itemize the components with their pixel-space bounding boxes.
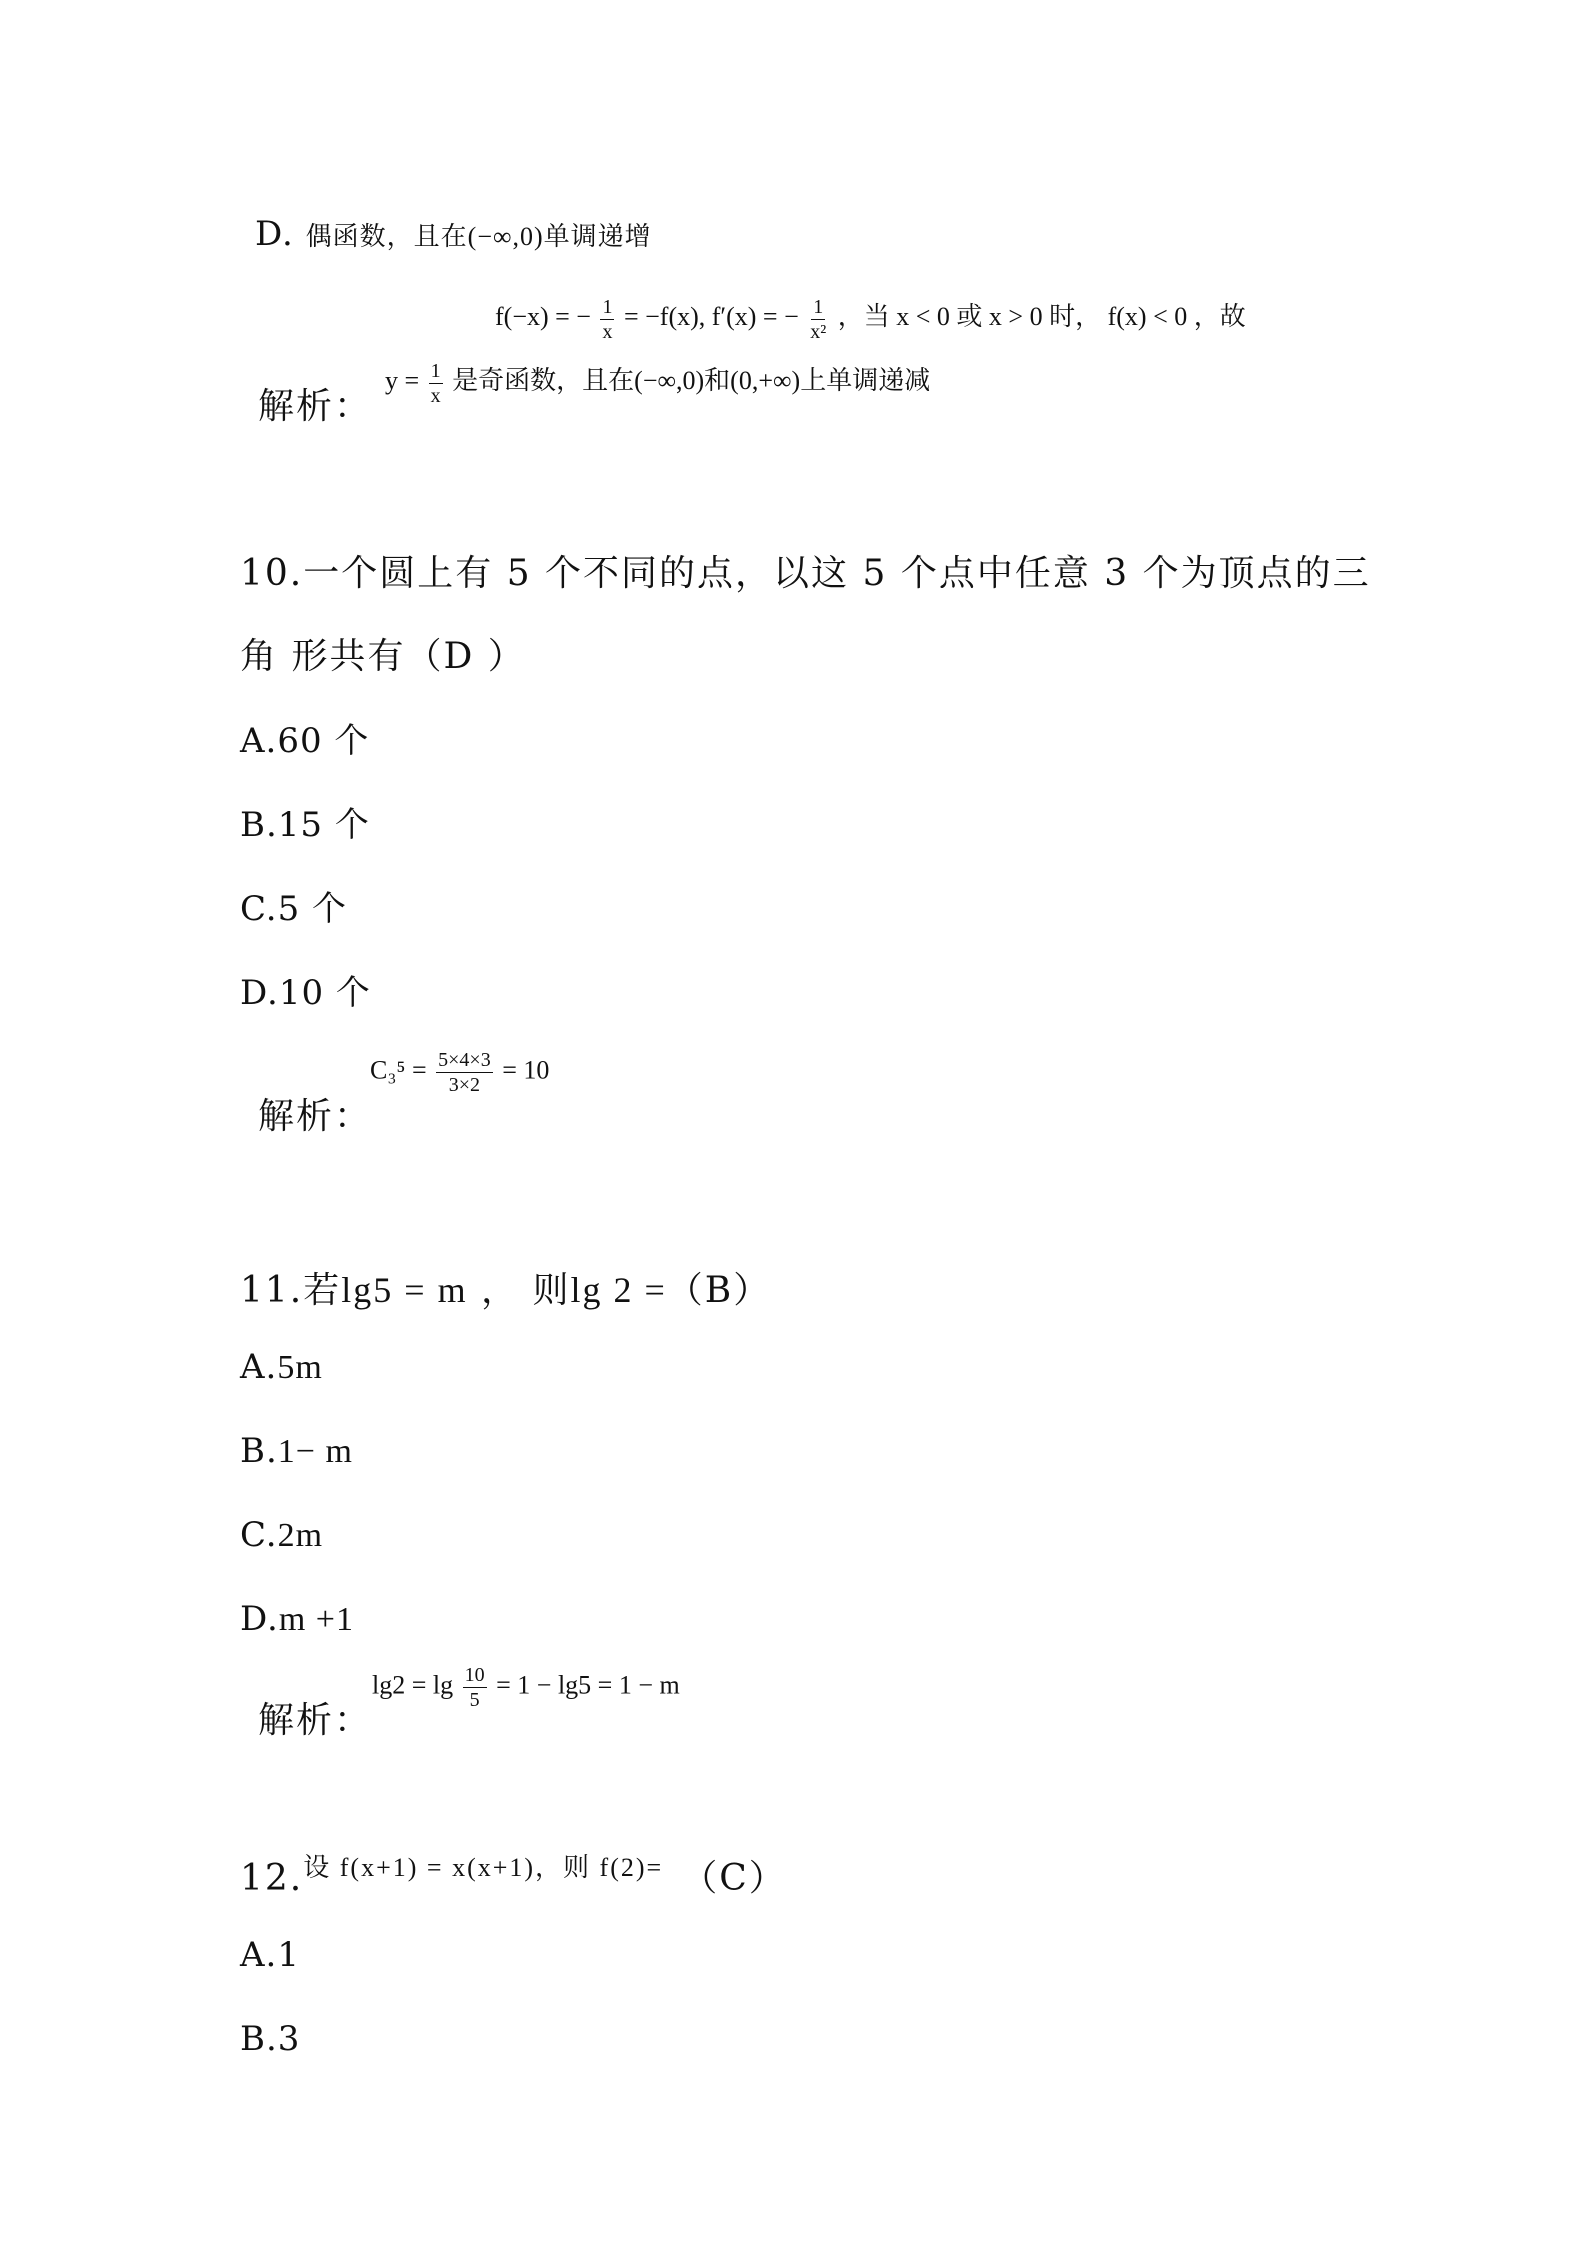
q10-option-b: B.15 个 xyxy=(240,805,370,845)
q11-option-c xyxy=(240,1515,323,1555)
q11-stem-b: lg5 = m xyxy=(341,1270,468,1310)
q9-eq2-part-a: y = xyxy=(385,366,420,395)
q11-analysis-label: 解析： xyxy=(258,1700,373,1741)
q11-stem-e: （B） xyxy=(666,1270,772,1311)
q10-frac-num: 5×4×3 xyxy=(438,1049,491,1071)
q12-option-b: B.3 xyxy=(240,2019,301,2059)
q9-eq-part-a: f(−x) = − xyxy=(495,302,591,331)
q11-stem-c: ， 则 xyxy=(467,1270,571,1311)
q9-frac-1 xyxy=(600,297,614,342)
q10-eq-part-b: = 10 xyxy=(502,1055,550,1085)
q10-eq-part-a: C₃⁵ = xyxy=(370,1055,427,1085)
q9-frac-2 xyxy=(808,297,828,342)
q9-frac-2-num: 1 xyxy=(813,295,824,318)
q12-option-a: A.1 xyxy=(240,1935,300,1975)
q9-eq2-frac-den: x xyxy=(430,384,441,407)
q9-frac-2-den: x² xyxy=(810,320,827,343)
q11-option-a xyxy=(240,1347,323,1387)
q11-eq-part-a: lg2 = lg xyxy=(372,1670,454,1700)
q9-eq2-part-b: 是奇函数，且在(−∞,0)和(0,+∞)上单调递减 xyxy=(452,366,931,395)
q11-option-c-value: 2m xyxy=(277,1517,324,1554)
q11-stem-d: lg 2 = xyxy=(570,1270,667,1310)
q11-frac-den: 5 xyxy=(469,1689,480,1711)
q9-eq2-frac xyxy=(429,361,443,406)
q9-eq2-frac-num: 1 xyxy=(430,359,441,382)
q11-option-d xyxy=(240,1599,354,1639)
q12-stem-math: 设 f(x+1) = x(x+1)，则 f(2)= xyxy=(303,1853,664,1882)
q12-stem-answer: （C） xyxy=(681,1858,787,1899)
q11-option-b xyxy=(240,1431,353,1471)
q10-option-a: A.60 个 xyxy=(240,721,370,761)
q11-frac-num: 10 xyxy=(464,1664,485,1686)
q10-frac xyxy=(436,1050,493,1095)
q11-option-b-value: 1− m xyxy=(277,1433,353,1470)
q11-option-c-letter: C. xyxy=(240,1515,278,1555)
q12-stem-num: 12. xyxy=(240,1858,304,1899)
q11-option-a-letter: A. xyxy=(240,1347,278,1387)
q9-frac-1-den: x xyxy=(602,320,613,343)
q10-stem-line2: 角 形共有（D ） xyxy=(240,636,526,677)
q9-eq-part-c: ，当 x < 0 或 x > 0 时， f(x) < 0 ，故 xyxy=(837,302,1246,331)
q9-analysis-line2 xyxy=(385,360,930,406)
q11-option-a-value: 5m xyxy=(277,1349,323,1386)
q11-analysis xyxy=(372,1665,680,1710)
q10-option-c: C.5 个 xyxy=(240,889,348,929)
q11-option-d-letter: D. xyxy=(240,1599,279,1639)
q11-stem xyxy=(240,1262,771,1313)
q11-option-b-letter: B. xyxy=(240,1431,278,1471)
q9-option-d xyxy=(255,214,652,254)
q10-analysis-label: 解析： xyxy=(258,1096,373,1137)
q11-frac xyxy=(463,1665,487,1710)
q9-analysis-label: 解析： xyxy=(258,386,373,427)
q10-analysis xyxy=(370,1050,549,1095)
q9-eq-part-b: = −f(x), f′(x) = − xyxy=(623,302,799,331)
q9-analysis-line1 xyxy=(495,296,1246,342)
q11-eq-part-b: = 1 − lg5 = 1 − m xyxy=(496,1670,680,1700)
q11-stem-a: 11.若 xyxy=(240,1270,342,1311)
q10-option-d: D.10 个 xyxy=(240,973,371,1013)
q12-stem xyxy=(240,1850,787,1901)
q10-stem-line1: 10.一个圆上有 5 个不同的点，以这 5 个点中任意 3 个为顶点的三 xyxy=(240,553,1371,594)
q10-frac-den: 3×2 xyxy=(448,1074,481,1096)
q9-option-d-letter: D. xyxy=(255,214,294,254)
q11-option-d-value: m +1 xyxy=(278,1601,354,1638)
q9-frac-1-num: 1 xyxy=(602,295,613,318)
q9-option-d-text: 偶函数，且在(−∞,0)单调递增 xyxy=(305,222,652,251)
